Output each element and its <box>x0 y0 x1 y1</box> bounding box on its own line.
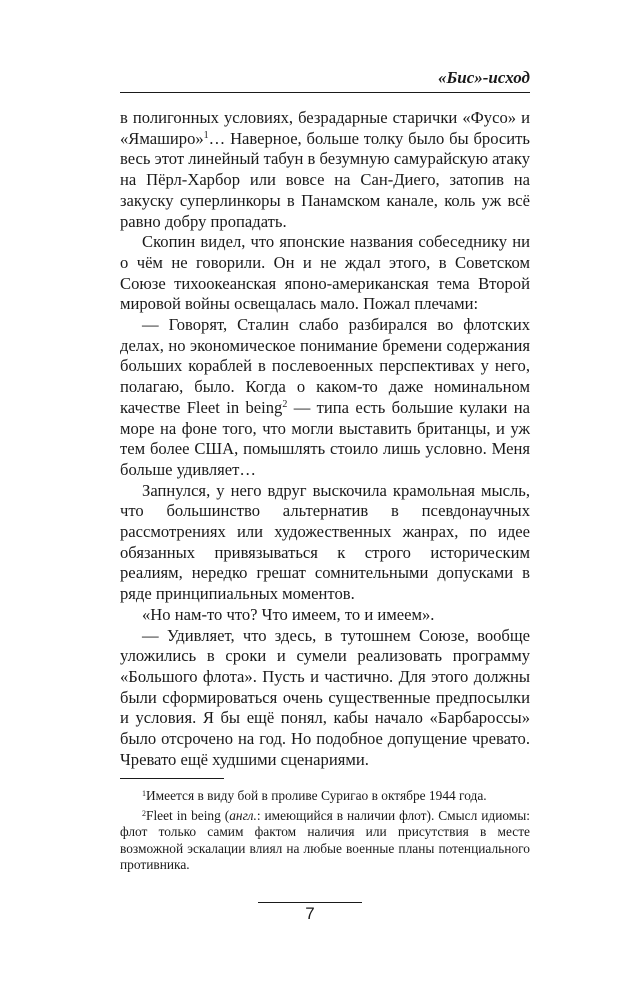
header-rule <box>120 92 530 93</box>
footnote-1-number: 1 <box>142 789 146 798</box>
footnote-2-abbr: англ. <box>229 808 257 824</box>
footnote-2-lead: Fleet in being ( <box>146 808 230 824</box>
page-number: 7 <box>305 904 315 923</box>
paragraph-3-tail: — типа есть большие кулаки на море на фоне того, что могли выставить британцы, и уж тем более США, помышлять стоило лишь условно. Меня больше удивляет… <box>120 397 530 479</box>
footnote-ref-1: 1 <box>203 129 209 141</box>
paragraph-3-text: — Говорят, Сталин слабо разбирался во флотских делах, но экономическое понимание бремени содержания больших кораблей в послевоенных перспективах у него, полагаю, было. Когда о каком-то даже номинальном качестве Fleet in being <box>120 315 530 417</box>
footnote-2 <box>120 808 530 873</box>
footnote-1-text: Имеется в виду бой в проливе Суригао в октябре 1944 года. <box>146 788 487 803</box>
footnote-2-text: : имеющийся в наличии флот). Смысл идиомы: флот только самим фактом наличия или присутствия в месте возможной эскалации влиял на любые военные планы потенциального противника. <box>120 808 530 872</box>
paragraph-2: Скопин видел, что японские названия собеседнику ни о чём не говорили. Он и не ждал этого, в Советском Союзе тихоокеанская японо-американская тема Второй мировой войны освещалась мало. Пожал плечами: <box>120 232 530 314</box>
paragraph-6: — Удивляет, что здесь, в тутошнем Союзе, вообще уложились в сроки и сумели реализовать программу «Большого флота». Пусть и частично. Для этого должны были сформироваться очень существенные предпосылки и условия. Я бы ещё понял, кабы начало «Барбароссы» было отсрочено на год. Но подобное допущение чревато. Чревато ещё худшими сценариями. <box>120 625 530 769</box>
footnote-2-number: 2 <box>142 809 146 819</box>
footnote-rule <box>120 778 224 779</box>
paragraph-4: Запнулся, у него вдруг выскочила крамольная мысль, что большинство альтернатив в псевдонаучных рассмотрениях или художественных жанрах, по идее обязанных привязываться к строго историческим реалиям, нередко грешат сомнительными допусками в ряде принципиальных моментов. <box>120 480 530 604</box>
paragraph-5: «Но нам-то что? Что имеем, то и имеем». <box>142 604 435 624</box>
paragraph-1-tail: … Наверное, больше толку было бы бросить весь этот линейный табун в безумную самурайскую атаку на Пёрл-Харбор или вовсе на Сан-Диего, затопив на закуску суперлинкоры в Панамском канале, коль уж всё равно добру пропадать. <box>120 128 530 231</box>
paragraph-1-text: в полигонных условиях, безрадарные старички «Фусо» и «Ямаширо» <box>120 108 530 148</box>
footnote-1 <box>120 788 530 804</box>
folio-rule <box>258 902 362 903</box>
main-text <box>120 108 530 771</box>
running-title: «Бис»-исход <box>437 68 530 87</box>
footnote-ref-2: 2 <box>282 398 288 410</box>
paragraph-1 <box>120 108 530 232</box>
footnotes <box>120 788 530 873</box>
paragraph-3 <box>120 315 530 481</box>
